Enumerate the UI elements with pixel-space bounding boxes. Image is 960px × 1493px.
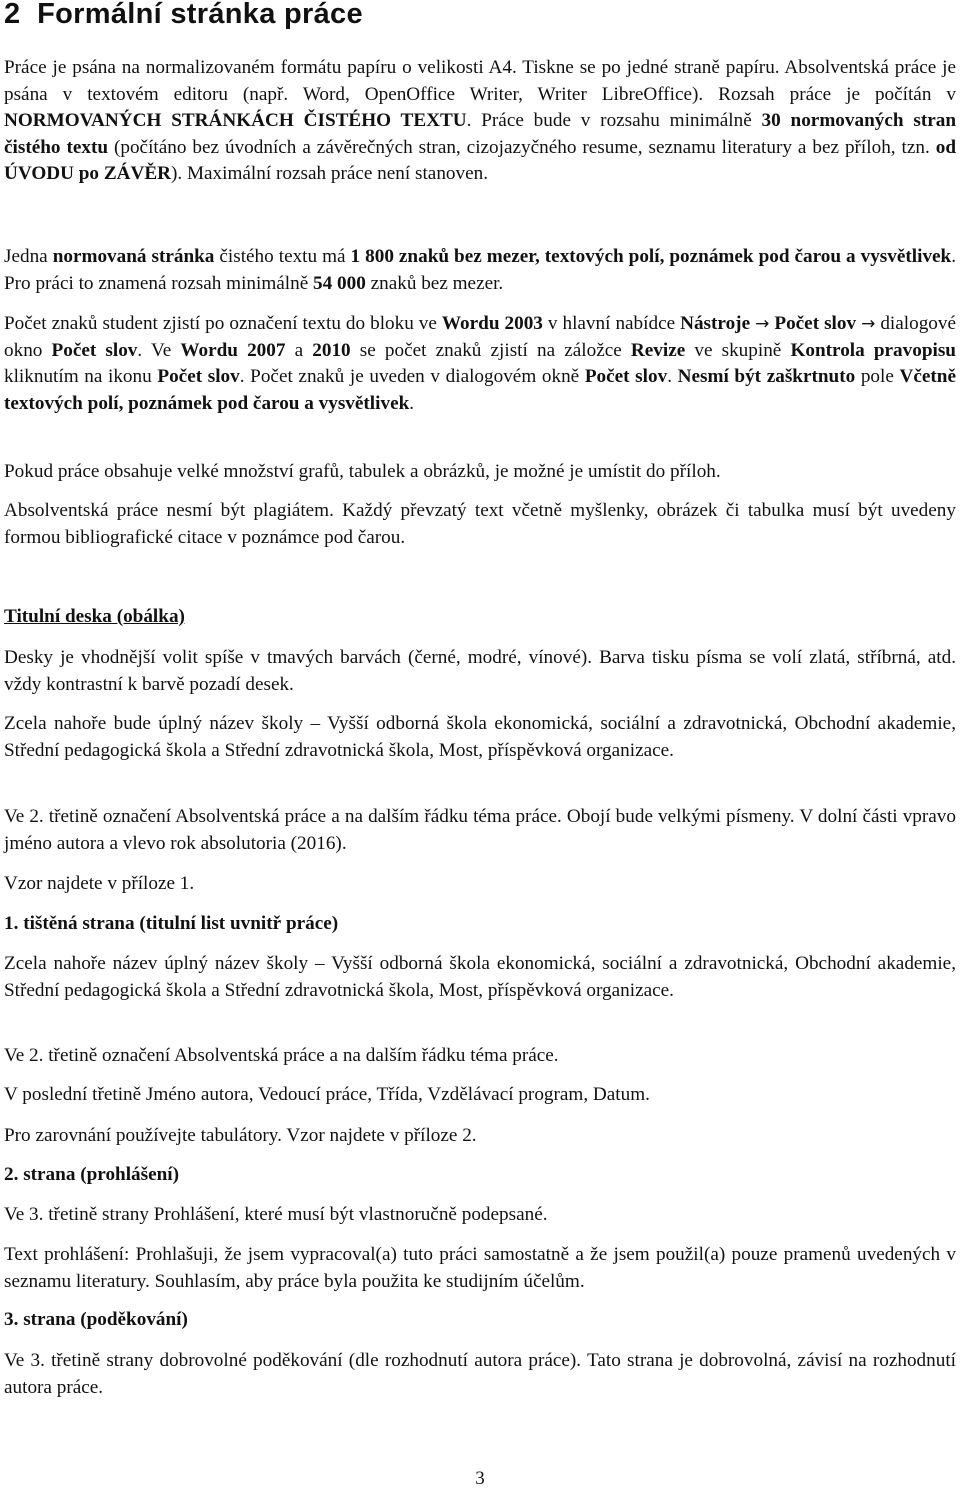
paragraph-declaration-text: Text prohlášení: Prohlašuji, že jsem vypracoval(a) tuto práci samostatně a že jsem použil(a) pouze pramenů uvedených v seznamu literatury. Souhlasím, aby práce byla použita ke studijním účelům. (4, 1244, 956, 1292)
paragraph-first-page-school: Zcela nahoře název úplný název školy – Vyšší odborná škola ekonomická, sociální a zdravotnická, Obchodní akademie, Střední pedagogická škola a Střední zdravotnická škola, Most, příspěvková organizace. (4, 953, 956, 1001)
paragraph-standard-page: Jedna normovaná stránka čistého textu má 1 800 znaků bez mezer, textových polí, poznámek pod čarou a vysvětlivek. Pro práci to znamená rozsah minimálně 54 000 znaků bez mezer. (4, 246, 957, 294)
paragraph-plagiarism: Absolventská práce nesmí být plagiátem. Každý převzatý text včetně myšlenky, obrázek či tabulka musí být uvedeny formou bibliografické citace v poznámce pod čarou. (4, 500, 956, 548)
paragraph-cover-title: Ve 2. třetině označení Absolventská práce a na dalším řádku téma práce. Obojí bude velkými písmeny. V dolní části vpravo jméno autora a vlevo rok absolutoria (2016). (4, 806, 956, 854)
arrow-right-icon: → (861, 314, 876, 334)
paragraph-first-page-title: Ve 2. třetině označení Absolventská práce a na dalším řádku téma práce. (4, 1045, 559, 1066)
paragraph-cover-colors: Desky je vhodnější volit spíše v tmavých barvách (černé, modré, vínové). Barva tisku písma se volí zlatá, stříbrná, atd. vždy kontrastní k barvě pozadí desek. (4, 647, 956, 695)
subheading-cover: Titulní deska (obálka) (4, 606, 185, 627)
paragraph-declaration-position: Ve 3. třetině strany Prohlášení, které musí být vlastnoručně podepsané. (4, 1204, 548, 1225)
section-title: Formální stránka práce (37, 0, 363, 30)
paragraph-first-page-author: V poslední třetině Jméno autora, Vedoucí práce, Třída, Vzdělávací program, Datum. (4, 1084, 650, 1105)
paragraph-cover-sample: Vzor najdete v příloze 1. (4, 873, 195, 894)
subheading-declaration: 2. strana (prohlášení) (4, 1164, 180, 1185)
paragraph-acknowledgement: Ve 3. třetině strany dobrovolné poděkování (dle rozhodnutí autora práce). Tato strana je dobrovolná, závisí na rozhodnutí autora práce. (4, 1350, 956, 1398)
section-heading (4, 0, 363, 31)
subheading-first-page: 1. tištěná strana (titulní list uvnitř práce) (4, 913, 339, 934)
page-number: 3 (475, 1468, 485, 1489)
paragraph-first-page-tabs: Pro zarovnání používejte tabulátory. Vzor najdete v příloze 2. (4, 1125, 477, 1146)
paragraph-attachments: Pokud práce obsahuje velké množství grafů, tabulek a obrázků, je možné je umístit do příloh. (4, 461, 721, 482)
paragraph-character-count: Počet znaků student zjistí po označení textu do bloku ve Wordu 2003 v hlavní nabídce Nástroje → Počet slov → dialogové okno Počet slov. Ve Wordu 2007 a 2010 se počet znaků zjistí na záložce Revize ve skupině Kontrola pravopisu kliknutím na ikonu Počet slov. Počet znaků je uveden v dialogovém okně Počet slov. Nesmí být zaškrtnuto pole Včetně textových polí, poznámek pod čarou a vysvětlivek. (4, 313, 956, 414)
section-number: 2 (4, 0, 21, 30)
paragraph-format: Práce je psána na normalizovaném formátu papíru o velikosti A4. Tiskne se po jedné straně papíru. Absolventská práce je psána v textovém editoru (např. Word, OpenOffice Writer, Writer LibreOffice). Rozsah práce je počítán v NORMOVANÝCH STRÁNKÁCH ČISTÉHO TEXTU. Práce bude v rozsahu minimálně 30 normovaných stran čistého textu (počítáno bez úvodních a závěrečných stran, cizojazyčného resume, seznamu literatury a bez příloh, tzn. od ÚVODU po ZÁVĚR). Maximální rozsah práce není stanoven. (4, 57, 956, 184)
subheading-acknowledgement: 3. strana (poděkování) (4, 1309, 188, 1330)
paragraph-cover-school: Zcela nahoře bude úplný název školy – Vyšší odborná škola ekonomická, sociální a zdravotnická, Obchodní akademie, Střední pedagogická škola a Střední zdravotnická škola, Most, příspěvková organizace. (4, 713, 956, 761)
arrow-right-icon: → (755, 314, 770, 334)
